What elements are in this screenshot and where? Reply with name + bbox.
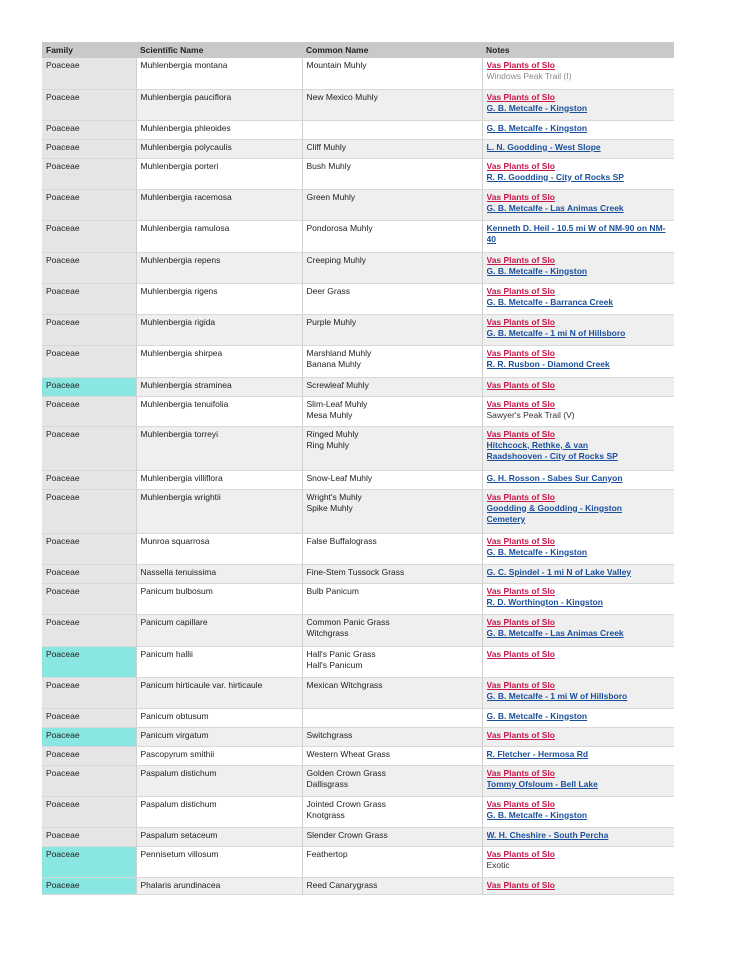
vas-plants-link[interactable]: Vas Plants of Slo xyxy=(486,848,555,859)
notes-cell xyxy=(482,614,674,646)
notes-cell xyxy=(482,727,674,746)
common-name-cell xyxy=(302,614,482,646)
family-cell: Poaceae xyxy=(42,708,136,727)
common-name-line: New Mexico Muhly xyxy=(306,91,378,102)
common-name-line: Bulb Panicum xyxy=(306,585,359,596)
scientific-name-cell: Panicum virgatum xyxy=(136,727,302,746)
scientific-name-cell: Muhlenbergia repens xyxy=(136,252,302,283)
header-scientific-name: Scientific Name xyxy=(136,42,302,58)
header-row xyxy=(42,42,674,58)
common-name-line: Fine-Stem Tussock Grass xyxy=(306,566,405,577)
collection-record-link[interactable]: G. B. Metcalfe - Kingston xyxy=(486,122,588,133)
notes-cell xyxy=(482,564,674,583)
common-name-line: False Buffalograss xyxy=(306,535,377,546)
notes-cell xyxy=(482,877,674,894)
common-name-cell xyxy=(302,345,482,377)
collection-record-link[interactable]: L. N. Goodding - West Slope xyxy=(486,141,601,152)
vas-plants-link[interactable]: Vas Plants of Slo xyxy=(486,191,555,202)
table-row xyxy=(42,345,674,377)
common-name-cell xyxy=(302,646,482,677)
common-name-line: Feathertop xyxy=(306,848,348,859)
table-row xyxy=(42,877,674,894)
table-row xyxy=(42,765,674,796)
table-row xyxy=(42,120,674,139)
scientific-name-cell: Muhlenbergia tenuifolia xyxy=(136,396,302,426)
common-name-line: Common Panic Grass xyxy=(306,616,390,627)
collection-record-link[interactable]: G. B. Metcalfe - 1 mi W of Hillsboro xyxy=(486,690,628,701)
vas-plants-link[interactable]: Vas Plants of Slo xyxy=(486,679,555,690)
collection-record-link[interactable]: G. B. Metcalfe - Kingston xyxy=(486,546,588,557)
table-row xyxy=(42,426,674,470)
vas-plants-link[interactable]: Vas Plants of Slo xyxy=(486,585,555,596)
family-cell: Poaceae xyxy=(42,614,136,646)
scientific-name-cell: Nassella tenuissima xyxy=(136,564,302,583)
family-cell: Poaceae xyxy=(42,139,136,158)
common-name-line: Snow-Leaf Muhly xyxy=(306,472,373,483)
notes-cell xyxy=(482,252,674,283)
scientific-name-cell: Panicum hirticaule var. hirticaule xyxy=(136,677,302,708)
common-name-cell xyxy=(302,283,482,314)
scientific-name-cell: Muhlenbergia villiflora xyxy=(136,470,302,489)
common-name-cell xyxy=(302,158,482,189)
common-name-line: Wright's Muhly xyxy=(306,491,362,502)
collection-record-link[interactable]: Cemetery xyxy=(486,513,526,524)
notes-cell xyxy=(482,489,674,533)
family-cell: Poaceae xyxy=(42,646,136,677)
collection-record-link[interactable]: G. B. Metcalfe - Kingston xyxy=(486,710,588,721)
scientific-name-cell: Muhlenbergia torreyi xyxy=(136,426,302,470)
scientific-name-cell: Munroa squarrosa xyxy=(136,533,302,564)
scientific-name-cell: Phalaris arundinacea xyxy=(136,877,302,894)
family-cell: Poaceae xyxy=(42,377,136,396)
table-row xyxy=(42,533,674,564)
collection-record-link[interactable]: Hitchcock, Rethke, & van xyxy=(486,439,589,450)
common-name-line: Western Wheat Grass xyxy=(306,748,390,759)
table-row xyxy=(42,564,674,583)
common-name-line: Ring Muhly xyxy=(306,439,350,450)
common-name-line: Banana Muhly xyxy=(306,358,361,369)
table-row xyxy=(42,796,674,827)
common-name-cell xyxy=(302,58,482,89)
vas-plants-link[interactable]: Vas Plants of Slo xyxy=(486,379,555,390)
table-row xyxy=(42,470,674,489)
table-row xyxy=(42,189,674,220)
notes-cell xyxy=(482,139,674,158)
table-row xyxy=(42,489,674,533)
common-name-cell xyxy=(302,846,482,877)
family-cell: Poaceae xyxy=(42,89,136,120)
scientific-name-cell: Muhlenbergia polycaulis xyxy=(136,139,302,158)
table-row xyxy=(42,377,674,396)
family-cell: Poaceae xyxy=(42,489,136,533)
common-name-cell xyxy=(302,252,482,283)
vas-plants-link[interactable]: Vas Plants of Slo xyxy=(486,616,555,627)
notes-cell xyxy=(482,746,674,765)
family-cell: Poaceae xyxy=(42,426,136,470)
common-name-line: Golden Crown Grass xyxy=(306,767,386,778)
notes-cell xyxy=(482,345,674,377)
family-cell: Poaceae xyxy=(42,158,136,189)
notes-cell xyxy=(482,283,674,314)
scientific-name-cell: Panicum obtusum xyxy=(136,708,302,727)
scientific-name-cell: Muhlenbergia phleoides xyxy=(136,120,302,139)
notes-cell xyxy=(482,583,674,614)
table-row xyxy=(42,158,674,189)
common-name-cell xyxy=(302,677,482,708)
common-name-line: Slim-Leaf Muhly xyxy=(306,398,368,409)
common-name-line: Hall's Panic Grass xyxy=(306,648,376,659)
scientific-name-cell: Muhlenbergia straminea xyxy=(136,377,302,396)
collection-record-link[interactable]: G. B. Metcalfe - Barranca Creek xyxy=(486,296,614,307)
common-name-line: Marshland Muhly xyxy=(306,347,372,358)
notes-cell xyxy=(482,396,674,426)
notes-cell xyxy=(482,796,674,827)
table-row xyxy=(42,846,674,877)
notes-cell xyxy=(482,189,674,220)
scientific-name-cell: Muhlenbergia wrightii xyxy=(136,489,302,533)
plant-table xyxy=(42,42,674,895)
table-row xyxy=(42,220,674,252)
scientific-name-cell: Panicum bulbosum xyxy=(136,583,302,614)
collection-record-link[interactable]: G. B. Metcalfe - 1 mi N of Hillsboro xyxy=(486,327,626,338)
notes-cell xyxy=(482,220,674,252)
vas-plants-link[interactable]: Vas Plants of Slo xyxy=(486,798,555,809)
scientific-name-cell: Muhlenbergia rigens xyxy=(136,283,302,314)
common-name-line: Screwleaf Muhly xyxy=(306,379,369,390)
vas-plants-link[interactable]: Vas Plants of Slo xyxy=(486,767,555,778)
family-cell: Poaceae xyxy=(42,796,136,827)
common-name-cell xyxy=(302,765,482,796)
common-name-cell xyxy=(302,533,482,564)
table-row xyxy=(42,89,674,120)
table-row xyxy=(42,283,674,314)
common-name-cell xyxy=(302,877,482,894)
family-cell: Poaceae xyxy=(42,846,136,877)
common-name-line: Purple Muhly xyxy=(306,316,357,327)
notes-cell xyxy=(482,89,674,120)
notes-cell xyxy=(482,646,674,677)
scientific-name-cell: Muhlenbergia ramulosa xyxy=(136,220,302,252)
vas-plants-link[interactable]: Vas Plants of Slo xyxy=(486,91,555,102)
scientific-name-cell: Muhlenbergia porteri xyxy=(136,158,302,189)
common-name-line: Pondorosa Muhly xyxy=(306,222,373,233)
collection-record-link[interactable]: R. R. Rusbon - Diamond Creek xyxy=(486,358,610,369)
common-name-cell xyxy=(302,89,482,120)
family-cell: Poaceae xyxy=(42,470,136,489)
table-body xyxy=(42,58,674,894)
family-cell: Poaceae xyxy=(42,533,136,564)
vas-plants-link[interactable]: Vas Plants of Slo xyxy=(486,491,555,502)
table-row xyxy=(42,827,674,846)
vas-plants-link[interactable]: Vas Plants of Slo xyxy=(486,254,555,265)
common-name-cell xyxy=(302,314,482,345)
collection-record-link[interactable]: R. R. Goodding - City of Rocks SP xyxy=(486,171,624,182)
common-name-line: Mexican Witchgrass xyxy=(306,679,383,690)
common-name-line: Mesa Muhly xyxy=(306,409,353,420)
family-cell: Poaceae xyxy=(42,396,136,426)
table-row xyxy=(42,727,674,746)
common-name-cell xyxy=(302,220,482,252)
scientific-name-cell: Muhlenbergia pauciflora xyxy=(136,89,302,120)
family-cell: Poaceae xyxy=(42,345,136,377)
table-row xyxy=(42,583,674,614)
scientific-name-cell: Panicum hallii xyxy=(136,646,302,677)
notes-cell xyxy=(482,708,674,727)
table-row xyxy=(42,708,674,727)
notes-cell xyxy=(482,765,674,796)
common-name-cell xyxy=(302,708,482,727)
common-name-cell xyxy=(302,396,482,426)
notes-cell xyxy=(482,677,674,708)
vas-plants-link[interactable]: Vas Plants of Slo xyxy=(486,316,555,327)
family-cell: Poaceae xyxy=(42,58,136,89)
collection-record-link[interactable]: Kenneth D. Heil - 10.5 mi W of NM-90 on NM-40 xyxy=(486,222,666,244)
notes-cell xyxy=(482,120,674,139)
table-row xyxy=(42,58,674,89)
common-name-cell xyxy=(302,189,482,220)
table-row xyxy=(42,646,674,677)
common-name-cell xyxy=(302,727,482,746)
vas-plants-link[interactable]: Vas Plants of Slo xyxy=(486,347,555,358)
common-name-cell xyxy=(302,827,482,846)
note-text: Exotic xyxy=(486,859,510,870)
common-name-line: Jointed Crown Grass xyxy=(306,798,386,809)
collection-record-link[interactable]: R. D. Worthington - Kingston xyxy=(486,596,603,607)
common-name-line: Green Muhly xyxy=(306,191,356,202)
scientific-name-cell: Muhlenbergia shirpea xyxy=(136,345,302,377)
family-cell: Poaceae xyxy=(42,120,136,139)
family-cell: Poaceae xyxy=(42,746,136,765)
table-row xyxy=(42,746,674,765)
collection-record-link[interactable]: G. H. Rosson - Sabes Sur Canyon xyxy=(486,472,623,483)
notes-cell xyxy=(482,846,674,877)
common-name-line: Switchgrass xyxy=(306,729,353,740)
vas-plants-link[interactable]: Vas Plants of Slo xyxy=(486,535,555,546)
family-cell: Poaceae xyxy=(42,727,136,746)
notes-cell xyxy=(482,827,674,846)
table-row xyxy=(42,677,674,708)
collection-record-link[interactable]: G. C. Spindel - 1 mi N of Lake Valley xyxy=(486,566,632,577)
vas-plants-link[interactable]: Vas Plants of Slo xyxy=(486,285,555,296)
notes-cell xyxy=(482,533,674,564)
common-name-line: Ringed Muhly xyxy=(306,428,359,439)
scientific-name-cell: Pennisetum villosum xyxy=(136,846,302,877)
common-name-cell xyxy=(302,426,482,470)
family-cell: Poaceae xyxy=(42,827,136,846)
vas-plants-link[interactable]: Vas Plants of Slo xyxy=(486,428,555,439)
family-cell: Poaceae xyxy=(42,189,136,220)
vas-plants-link[interactable]: Vas Plants of Slo xyxy=(486,879,555,890)
common-name-line: Deer Grass xyxy=(306,285,350,296)
common-name-line: Slender Crown Grass xyxy=(306,829,388,840)
scientific-name-cell: Paspalum distichum xyxy=(136,796,302,827)
family-cell: Poaceae xyxy=(42,765,136,796)
common-name-cell xyxy=(302,489,482,533)
note-text: Windows Peak Trail (I) xyxy=(486,71,572,81)
scientific-name-cell: Paspalum setaceum xyxy=(136,827,302,846)
common-name-line: Reed Canarygrass xyxy=(306,879,378,890)
common-name-cell xyxy=(302,583,482,614)
common-name-cell xyxy=(302,746,482,765)
scientific-name-cell: Panicum capillare xyxy=(136,614,302,646)
vas-plants-link[interactable]: Vas Plants of Slo xyxy=(486,729,555,740)
collection-record-link[interactable]: G. B. Metcalfe - Kingston xyxy=(486,102,588,113)
table-row xyxy=(42,614,674,646)
notes-cell xyxy=(482,470,674,489)
vas-plants-link[interactable]: Vas Plants of Slo xyxy=(486,160,555,171)
common-name-cell xyxy=(302,377,482,396)
common-name-cell xyxy=(302,139,482,158)
common-name-line: Cliff Muhly xyxy=(306,141,347,152)
collection-record-link[interactable]: G. B. Metcalfe - Kingston xyxy=(486,809,588,820)
table-row xyxy=(42,396,674,426)
collection-record-link[interactable]: Raadshooven - City of Rocks SP xyxy=(486,450,618,461)
scientific-name-cell: Muhlenbergia rigida xyxy=(136,314,302,345)
notes-cell xyxy=(482,426,674,470)
common-name-line: Hall's Panicum xyxy=(306,659,363,670)
table-row xyxy=(42,139,674,158)
table-row xyxy=(42,252,674,283)
notes-cell xyxy=(482,314,674,345)
family-cell: Poaceae xyxy=(42,314,136,345)
collection-record-link[interactable]: Goodding & Goodding - Kingston xyxy=(486,502,622,513)
common-name-cell xyxy=(302,470,482,489)
common-name-line: Witchgrass xyxy=(306,627,349,638)
family-cell: Poaceae xyxy=(42,677,136,708)
common-name-line: Bush Muhly xyxy=(306,160,351,171)
common-name-line: Spike Muhly xyxy=(306,502,353,513)
family-cell: Poaceae xyxy=(42,220,136,252)
common-name-cell xyxy=(302,564,482,583)
vas-plants-link[interactable]: Vas Plants of Slo xyxy=(486,398,555,409)
collection-record-link[interactable]: W. H. Cheshire - South Percha xyxy=(486,829,609,840)
header-family: Family xyxy=(42,42,136,58)
family-cell: Poaceae xyxy=(42,564,136,583)
family-cell: Poaceae xyxy=(42,252,136,283)
family-cell: Poaceae xyxy=(42,877,136,894)
common-name-line: Knotgrass xyxy=(306,809,345,820)
common-name-cell xyxy=(302,120,482,139)
family-cell: Poaceae xyxy=(42,583,136,614)
common-name-line: Mountain Muhly xyxy=(306,60,367,70)
scientific-name-cell: Pascopyrum smithii xyxy=(136,746,302,765)
family-cell: Poaceae xyxy=(42,283,136,314)
note-text: Sawyer's Peak Trail (V) xyxy=(486,409,575,420)
header-notes: Notes xyxy=(482,42,674,58)
scientific-name-cell: Muhlenbergia racemosa xyxy=(136,189,302,220)
common-name-cell xyxy=(302,796,482,827)
collection-record-link[interactable]: G. B. Metcalfe - Las Animas Creek xyxy=(486,627,624,638)
collection-record-link[interactable]: G. B. Metcalfe - Las Animas Creek xyxy=(486,202,624,213)
vas-plants-link[interactable]: Vas Plants of Slo xyxy=(486,60,555,70)
scientific-name-cell: Muhlenbergia montana xyxy=(136,58,302,89)
notes-cell xyxy=(482,158,674,189)
common-name-line: Creeping Muhly xyxy=(306,254,367,265)
table-row xyxy=(42,314,674,345)
collection-record-link[interactable]: R. Fletcher - Hermosa Rd xyxy=(486,748,589,759)
scientific-name-cell: Paspalum distichum xyxy=(136,765,302,796)
collection-record-link[interactable]: G. B. Metcalfe - Kingston xyxy=(486,265,588,276)
notes-cell xyxy=(482,58,674,89)
vas-plants-link[interactable]: Vas Plants of Slo xyxy=(486,648,555,659)
collection-record-link[interactable]: Tommy Ofsloum - Bell Lake xyxy=(486,778,598,789)
notes-cell xyxy=(482,377,674,396)
header-common-name: Common Name xyxy=(302,42,482,58)
common-name-line: Dallisgrass xyxy=(306,778,349,789)
